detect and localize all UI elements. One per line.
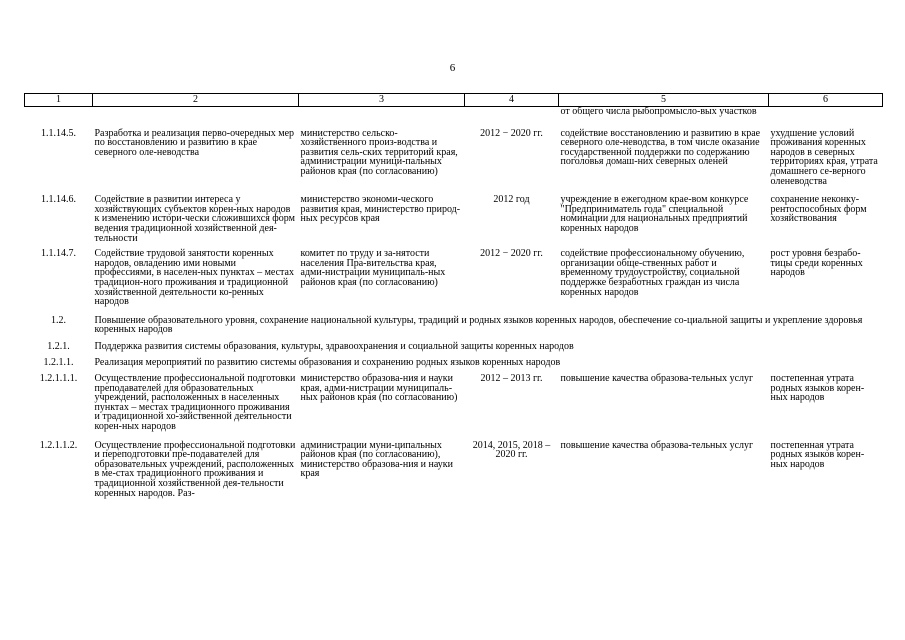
measure-name: Содействие в развитии интереса у хозяйствующих субъектов корен-ных народов к изменению истори-чески сложившихся форм ведения традиционной хозяйственной дея-тельности [94,194,295,244]
expected-result: содействие восстановлению и развитию в крае северного оле-неводства, в том числе оказание государственной поддержки по содержанию поголовья домаш-них северных оленей [560,127,761,168]
section-row [25,358,883,368]
measures-table [24,93,883,498]
table-row [25,441,883,499]
row-number: 1.2.1.1.2. [39,439,78,451]
header-row [25,94,883,107]
section-number: 1.2.1. [47,340,70,352]
section-row [25,316,883,335]
non-implementation-consequences: ухудшение условий проживания коренных народов в северных территориях края, утрата домашнего се-верного оленеводства [770,127,878,187]
implementation-period: 2012 − 2020 гг. [480,127,543,139]
non-implementation-consequences: постепенная утрата родных языков корен-ных народов [770,439,865,470]
row-number: 1.1.14.7. [41,248,76,260]
header-col-4: 4 [465,94,559,107]
expected-result: учреждение в ежегодном крае-вом конкурсе "Предприниматель года" специальной номинации для национальных предприятий коренных народов [560,194,749,234]
section-title: Реализация мероприятий по развитию системы образования и сохранению родных языков коренных народов [94,357,561,369]
non-implementation-consequences: сохранение неконку-рентоспособных форм хозяйствования [770,194,867,225]
section-title: Поддержка развития системы образования, культуры, здравоохранения и социальной защиты коренных народов [94,340,574,352]
table-row [25,129,883,187]
page-number: 6 [449,62,456,74]
implementation-period: 2012 – 2013 гг. [480,373,543,385]
header-col-3: 3 [299,94,465,107]
header-col-1: 1 [25,94,93,107]
section-row [25,342,883,352]
expected-result: повышение качества образова-тельных услуг [560,439,754,451]
implementation-period: 2012 − 2020 гг. [480,248,543,260]
section-title: Повышение образовательного уровня, сохранение национальной культуры, традиций и родных языков коренных народов, обеспечение со-циальной защиты и укрепление здоровья коренных народов [94,314,863,336]
header-col-6: 6 [769,94,883,107]
expected-result: содействие профессиональному обучению, организации обще-ственных работ и временному трудоустройству, социальной поддержке безработных граждан из числа коренных народов [560,248,745,298]
implementation-period: 2014, 2015, 2018 – 2020 гг. [472,439,551,461]
implementation-period: 2012 год [493,194,530,206]
responsible-executor: министерство сельско-хозяйственного произ-водства и развития сель-ских территорий края, администрации муници-пальных районов края (по согласованию) [300,127,458,177]
section-number: 1.2.1.1. [43,357,74,369]
table-row [25,249,883,307]
table-row [25,195,883,243]
measure-name: Разработка и реализация перво-очередных мер по восстановлению и развитию в крае северного оле-неводства [94,127,295,158]
non-implementation-consequences: рост уровня безрабо-тицы среди коренных народов [770,248,863,279]
responsible-executor: министерство экономи-ческого развития края, министерство природ-ных ресурсов края [300,194,461,225]
responsible-executor: министерство образова-ния и науки края, адми-нистрации муниципаль-ных районов края (по согласованию) [300,373,458,404]
responsible-executor: комитет по труду и за-нятости населения Пра-вительства края, адми-нистрации муниципаль-ных районов края (по согласованию) [300,248,446,288]
measure-name: Содействие трудовой занятости коренных народов, овладению ими новыми профессиями, в населен-ных пунктах – местах традицион-ного проживания и традиционной хозяйственной деятельности ко-ренных народов [94,248,294,308]
expected-result: повышение качества образова-тельных услуг [560,373,754,385]
row-number: 1.2.1.1.1. [39,373,78,385]
responsible-executor: администрации муни-ципальных районов края (по согласованию), министерство образова-ния и науки края [300,439,454,480]
row-number: 1.1.14.6. [41,194,76,206]
header-col-2: 2 [93,94,299,107]
measure-name: Осуществление профессиональной подготовки преподавателей для образовательных учреждений, расположенных в населенных пунктах – местах традиционного проживания и традиционной хо-зяйственной деятельности корен-ных народов [94,373,296,433]
continuation-row [25,107,883,117]
row-number: 1.1.14.5. [41,127,76,139]
header-col-5: 5 [559,94,769,107]
non-implementation-consequences: постепенная утрата родных языков корен-ных народов [770,373,865,404]
section-number: 1.2. [51,314,66,326]
continuation-text: от общего числа рыбопромысло-вых участков [560,106,757,117]
table-row [25,374,883,432]
measure-name: Осуществление профессиональной подготовки и переподготовки пре-подавателей для образовательных учреждений, расположенных в ме-стах традиционного проживания и традиционной хозяйственной дея-тельности коренных народов. Раз- [94,439,296,499]
